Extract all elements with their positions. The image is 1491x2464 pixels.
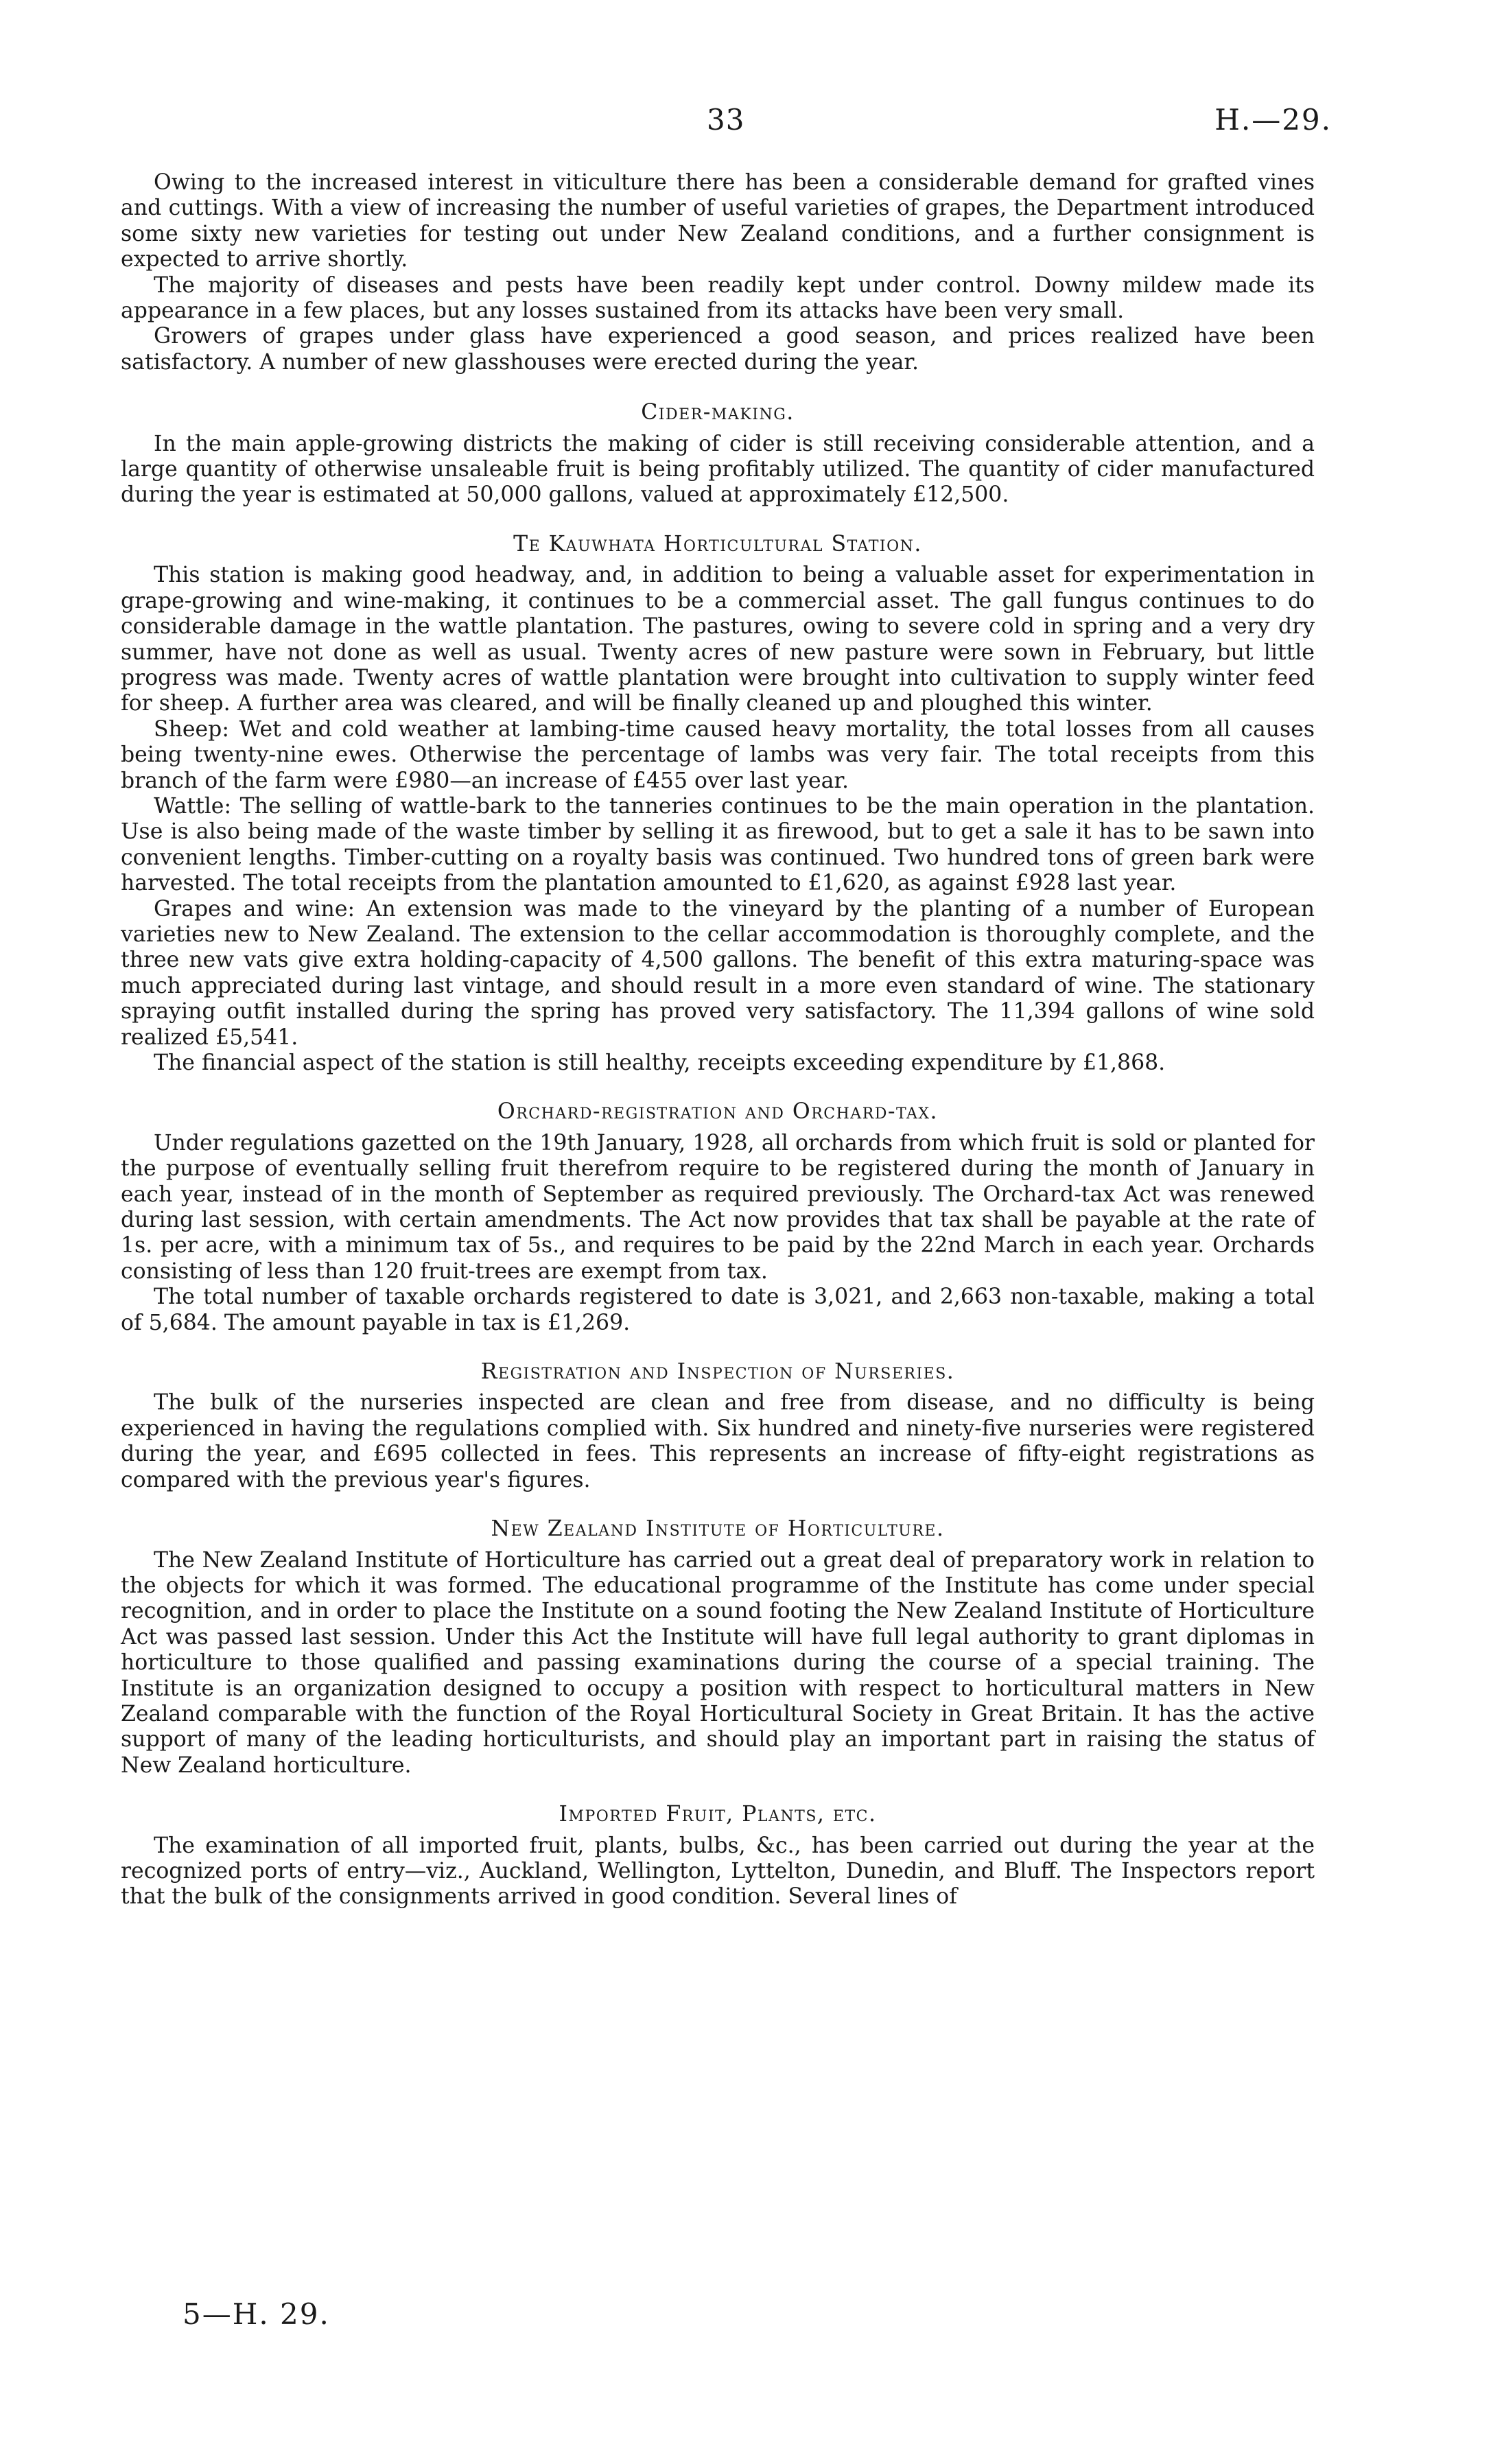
intro-paragraph: Growers of grapes under glass have experienced a good season, and prices realized have been satisfactory. A number of new glasshouses were erected during the year.	[121, 324, 1315, 375]
page-number: 33	[707, 103, 745, 137]
section-heading-imported-fruit: Imported Fruit, Plants, etc.	[559, 1802, 877, 1827]
document-reference: H.—29.	[1214, 103, 1332, 137]
section-paragraph: The financial aspect of the station is still healthy, receipts exceeding expenditure by £1,868.	[154, 1051, 1166, 1075]
section-paragraph: The total number of taxable orchards registered to date is 3,021, and 2,663 non-taxable, making a total of 5,684. The amount payable in tax is £1,269.	[121, 1284, 1315, 1335]
section-paragraph: Wattle: The selling of wattle-bark to the tanneries continues to be the main operation in the plantation. Use is also being made of the waste timber by selling it as firewood, but to get a sale it has to be sawn into convenient lengths. Timber-cutting on a royalty basis was continued. Two hundred tons of green bark were harvested. The total receipts from the plantation amounted to £1,620, as against £928 last year.	[121, 793, 1315, 896]
section-paragraph: The examination of all imported fruit, plants, bulbs, &c., has been carried out during the year at the recognized ports of entry—viz., Auckland, Wellington, Lyttelton, Dunedin, and Bluff. The Inspectors report that the bulk of the consignments arrived in good condition. Several lines of	[121, 1833, 1315, 1910]
section-paragraph: This station is making good headway, and, in addition to being a valuable asset for experimentation in grape-growing and wine-making, it continues to be a commercial asset. The gall fungus continues to do considerable damage in the wattle plantation. The pastures, owing to severe cold in spring and a very dry summer, have not done as well as usual. Twenty acres of new pasture were sown in February, but little progress was made. Twenty acres of wattle plantation were brought into cultivation to supply winter feed for sheep. A further area was cleared, and will be finally cleaned up and ploughed this winter.	[121, 563, 1315, 716]
section-heading-te-kauwhata: Te Kauwhata Horticultural Station.	[513, 531, 922, 556]
section-heading-orchard-registration: Orchard-registration and Orchard-tax.	[497, 1099, 939, 1125]
page-body	[121, 170, 1315, 1910]
intro-paragraph: The majority of diseases and pests have been readily kept under control. Downy mildew made its appearance in a few places, but any losses sustained from its attacks have been very small.	[121, 272, 1315, 324]
section-paragraph: Under regulations gazetted on the 19th January, 1928, all orchards from which fruit is sold or planted for the purpose of eventually selling fruit therefrom require to be registered during the month of January in each year, instead of in the month of September as required previously. The Orchard-tax Act was renewed during last session, with certain amendments. The Act now provides that tax shall be payable at the rate of 1s. per acre, with a minimum tax of 5s., and requires to be paid by the 22nd March in each year. Orchards consisting of less than 120 fruit-trees are exempt from tax.	[121, 1130, 1315, 1284]
intro-paragraph: Owing to the increased interest in viticulture there has been a considerable demand for grafted vines and cuttings. With a view of increasing the number of useful varieties of grapes, the Department introduced some sixty new varieties for testing out under New Zealand conditions, and a further consignment is expected to arrive shortly.	[121, 170, 1315, 272]
section-paragraph: The New Zealand Institute of Horticulture has carried out a great deal of preparatory work in relation to the objects for which it was formed. The educational programme of the Institute has come under special recognition, and in order to place the Institute on a sound footing the New Zealand Institute of Horticulture Act was passed last session. Under this Act the Institute will have full legal authority to grant diplomas in horticulture to those qualified and passing examinations during the course of a special training. The Institute is an organization designed to occupy a position with respect to horticultural matters in New Zealand comparable with the function of the Royal Horticultural Society in Great Britain. It has the active support of many of the leading horticulturists, and should play an important part in raising the status of New Zealand horticulture.	[121, 1547, 1315, 1778]
section-heading-nurseries: Registration and Inspection of Nurseries.	[480, 1359, 955, 1385]
section-paragraph: Grapes and wine: An extension was made to the vineyard by the planting of a number of European varieties new to New Zealand. The extension to the cellar accommodation is thoroughly complete, and the three new vats give extra holding-capacity of 4,500 gallons. The benefit of this extra maturing-space was much appreciated during last vintage, and should result in a more even standard of wine. The stationary spraying outfit installed during the spring has proved very satisfactory. The 11,394 gallons of wine sold realized £5,541.	[121, 896, 1315, 1050]
section-paragraph: The bulk of the nurseries inspected are clean and free from disease, and no difficulty is being experienced in having the regulations complied with. Six hundred and ninety-five nurseries were registered during the year, and £695 collected in fees. This represents an increase of fifty-eight registrations as compared with the previous year's figures.	[121, 1390, 1315, 1492]
section-heading-cider-making: Cider-making.	[641, 400, 795, 425]
section-paragraph: In the main apple-growing districts the making of cider is still receiving considerable attention, and a large quantity of otherwise unsaleable fruit is being profitably utilized. The quantity of cider manufactured during the year is estimated at 50,000 gallons, valued at approximately £12,500.	[121, 431, 1315, 508]
section-paragraph: Sheep: Wet and cold weather at lambing-time caused heavy mortality, the total losses from all causes being twenty-nine ewes. Otherwise the percentage of lambs was very fair. The total receipts from this branch of the farm were £980—an increase of £455 over last year.	[121, 716, 1315, 793]
section-heading-institute-of-horticulture: New Zealand Institute of Horticulture.	[491, 1516, 945, 1542]
footer-signature-reference: 5—H. 29.	[183, 2297, 330, 2331]
